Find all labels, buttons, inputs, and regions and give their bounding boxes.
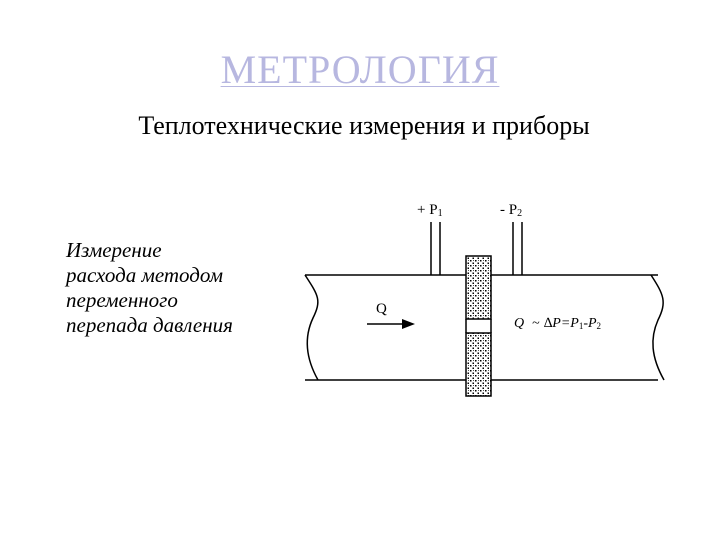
description-line: перепада давления <box>66 313 233 337</box>
pipe-left-break <box>305 275 318 380</box>
flow-arrow <box>367 319 415 329</box>
tap-right-label: - P2 <box>500 202 523 219</box>
title-text: МЕТРОЛОГИЯ <box>220 47 500 92</box>
description-line: переменного <box>66 288 178 312</box>
flow-arrow-head <box>402 319 415 329</box>
page-subtitle: Теплотехнические измерения и приборы <box>138 111 590 140</box>
tap-left-label: + P1 <box>417 202 443 219</box>
description-line: Измерение <box>66 238 162 262</box>
flow-label: Q <box>376 301 387 317</box>
orifice-plate-bottom <box>466 333 491 396</box>
orifice-plate <box>466 256 491 396</box>
orifice-plate-top <box>466 256 491 319</box>
formula-label: Q ~ ∆P=P1-P2 <box>514 316 602 331</box>
pipe-right-break <box>651 275 664 380</box>
description-line: расхода методом <box>66 263 223 287</box>
